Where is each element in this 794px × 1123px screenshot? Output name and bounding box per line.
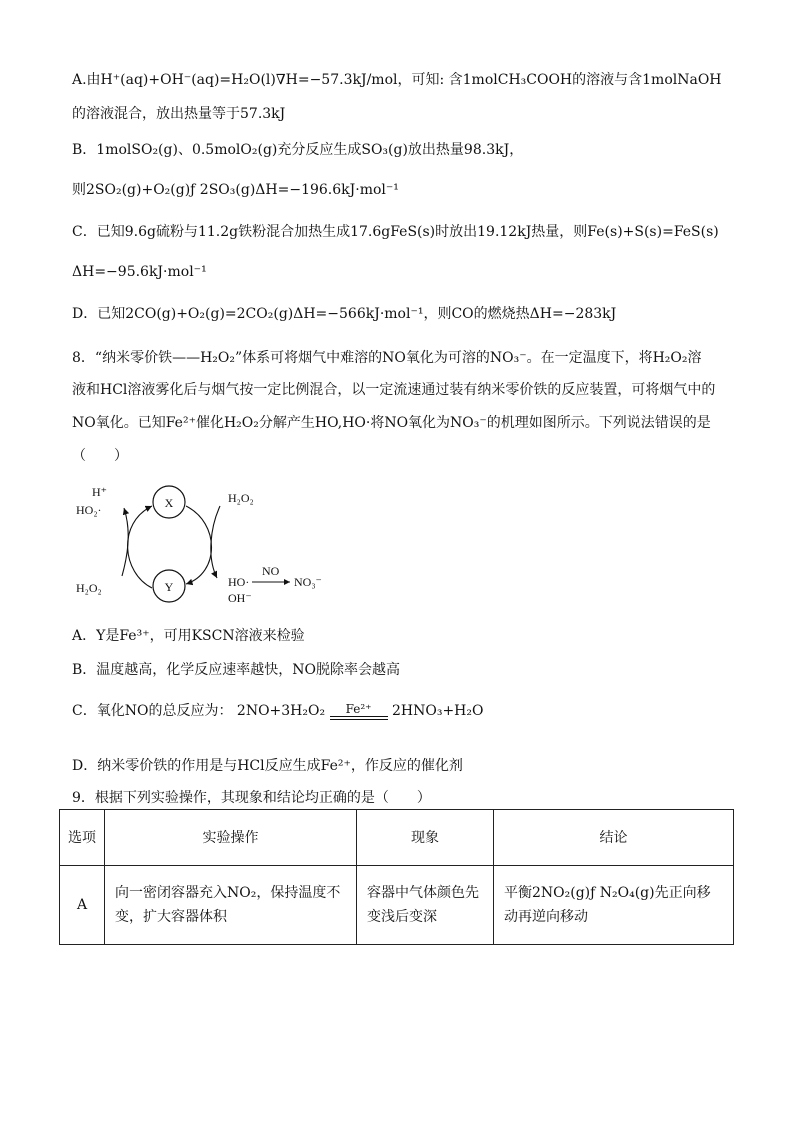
- y-to-x-arrow: [128, 506, 152, 588]
- no-arrow-label: NO: [262, 564, 280, 578]
- y-label: Y: [164, 580, 174, 594]
- option-7d-line1: D．已知2CO(g)+O₂(g)=2CO₂(g)ΔH=−566kJ·mol⁻¹，则CO的燃烧热ΔH=−283kJ: [72, 306, 617, 322]
- option-8d: D．纳米零价铁的作用是与HCl反应生成Fe²⁺，作反应的催化剂: [72, 758, 463, 774]
- option-8a: A．Y是Fe³⁺，可用KSCN溶液来检验: [72, 628, 305, 644]
- row-operation: 向一密闭容器充入NO₂，保持温度不变，扩大容器体积: [105, 866, 357, 945]
- oh-label: OH⁻: [228, 591, 252, 605]
- double-bar: [330, 716, 388, 720]
- table-row: [60, 866, 734, 945]
- header-operation: 实验操作: [105, 810, 357, 866]
- h2o2-bottom-label: H₂O₂: [76, 581, 102, 595]
- row-conclusion: 平衡2NO₂(g)ƒ N₂O₄(g)先正向移动再逆向移动: [494, 866, 734, 945]
- option-7b-line2: 则2SO₂(g)+O₂(g)ƒ 2SO₃(g)ΔH=−196.6kJ·mol⁻¹: [72, 182, 399, 198]
- catalyst-equals: [330, 702, 388, 720]
- no3-label: NO₃⁻: [294, 575, 322, 589]
- option-7c-line1: C．已知9.6g硫粉与11.2g铁粉混合加热生成17.6gFeS(s)时放出19.12kJ热量，则Fe(s)+S(s)=FeS(s): [72, 224, 719, 240]
- option-7a-line2: 的溶液混合，放出热量等于57.3kJ: [72, 106, 286, 122]
- option-8c-right: 2HNO₃+H₂O: [392, 703, 484, 719]
- x-label: X: [164, 496, 174, 510]
- x-to-y-arrow: [186, 506, 212, 584]
- option-7c-line2: ΔH=−95.6kJ·mol⁻¹: [72, 264, 207, 280]
- option-8b: B．温度越高，化学反应速率越快，NO脱除率会越高: [72, 662, 401, 678]
- question-8-line2: 液和HCl溶液雾化后与烟气按一定比例混合，以一定流速通过装有纳米零价铁的反应装置，可将烟气中的: [72, 382, 716, 398]
- h-plus-label: H⁺: [92, 485, 107, 499]
- question-8-line4: （ ）: [72, 448, 128, 464]
- option-8c-left: 2NO+3H₂O₂: [236, 703, 326, 719]
- option-7a-line1: A.由H⁺(aq)+OH⁻(aq)=H₂O(l)∇H=−57.3kJ/mol，可知: 含1molCH₃COOH的溶液与含1molNaOH: [72, 72, 722, 88]
- option-8c: [72, 700, 484, 722]
- ho-label: HO·: [228, 575, 250, 589]
- experiment-table: [59, 809, 734, 945]
- option-7b-line1: B．1molSO₂(g)、0.5molO₂(g)充分反应生成SO₃(g)放出热量98.3kJ，: [72, 142, 524, 158]
- option-8c-prefix: C．氧化NO的总反应为：: [72, 703, 233, 719]
- ho2-label: HO₂·: [76, 503, 102, 517]
- h2o2-to-ho-arrow: [211, 506, 220, 578]
- table-header-row: [60, 810, 734, 866]
- h2o2-top-label: H₂O₂: [228, 491, 254, 505]
- row-option: A: [60, 866, 105, 945]
- question-9-stem: 9．根据下列实验操作，其现象和结论均正确的是（ ）: [72, 790, 431, 806]
- question-8-line1: 8．“纳米零价铁——H₂O₂”体系可将烟气中难溶的NO氧化为可溶的NO₃⁻。在一定温度下，将H₂O₂溶: [72, 350, 702, 366]
- header-conclusion: 结论: [494, 810, 734, 866]
- question-8-line3: NO氧化。已知Fe²⁺催化H₂O₂分解产生HO,HO·将NO氧化为NO₃⁻的机理如图所示。下列说法错误的是: [72, 415, 711, 431]
- mechanism-diagram: [72, 478, 342, 610]
- row-phenomenon: 容器中气体颜色先变浅后变深: [357, 866, 494, 945]
- catalyst-label: Fe²⁺: [345, 702, 372, 716]
- header-option: 选项: [60, 810, 105, 866]
- header-phenomenon: 现象: [357, 810, 494, 866]
